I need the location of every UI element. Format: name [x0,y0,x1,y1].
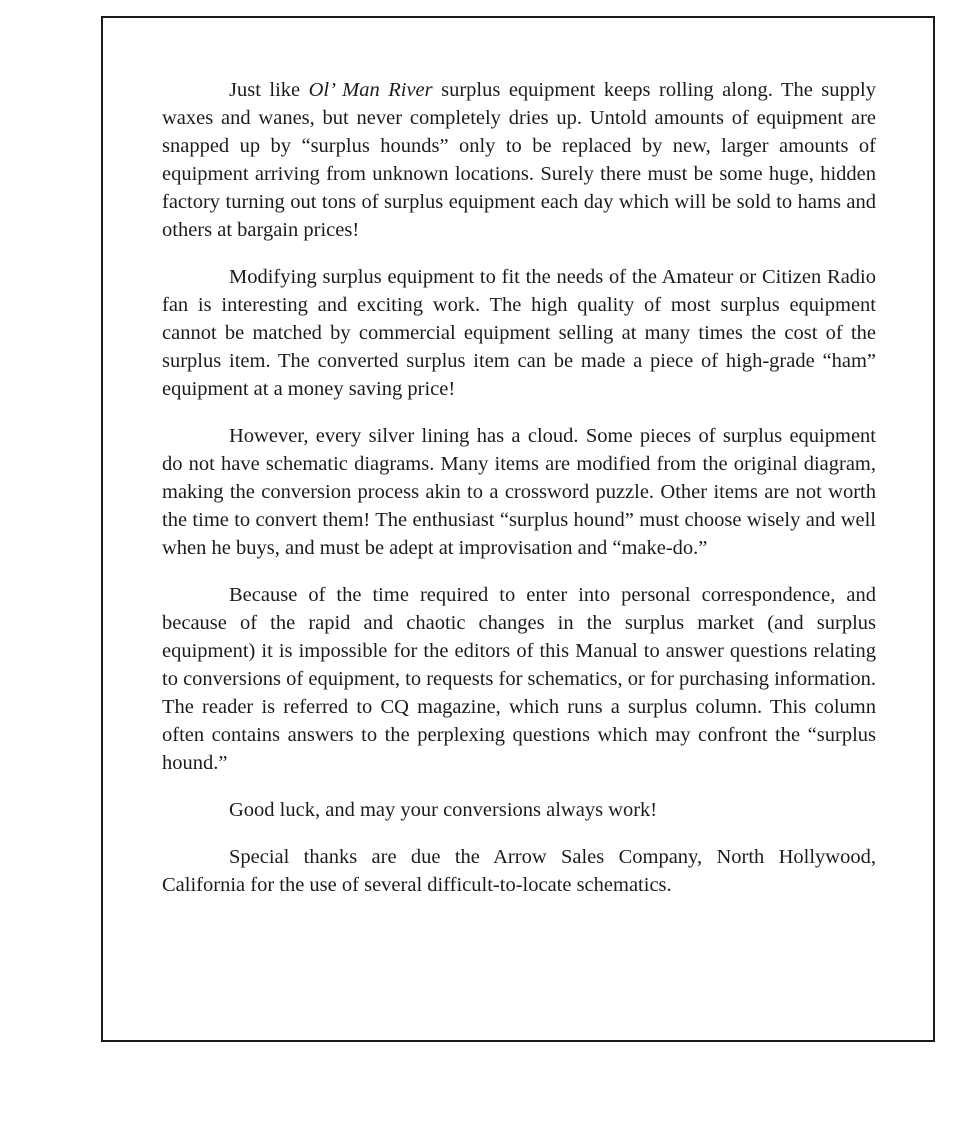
paragraph-correspondence: Because of the time required to enter into personal correspondence, and because of the rapid and chaotic changes in the surplus market (and surplus equipment) it is impossible for the editors of this Manual to answer questions relating to conversions of equipment, to requests for schematics, or for purchasing information. The reader is referred to CQ magazine, which runs a surplus column. This column often contains answers to the perplexing questions which may confront the “surplus hound.” [162,584,876,774]
document-body [162,76,876,918]
song-title: Ol’ Man River [308,79,433,101]
paragraph-intro [162,76,876,244]
paragraph-however: However, every silver lining has a cloud. Some pieces of surplus equipment do not have schematic diagrams. Many items are modified from the original diagram, making the conversion process akin to a crossword puzzle. Other items are not worth the time to convert them! The enthusiast “surplus hound” must choose wisely and well when he buys, and must be adept at improvisation and “make-do.” [162,425,876,559]
paragraph-text: surplus equipment keeps rolling along. The supply waxes and wanes, but never completely dries up. Untold amounts of equipment are snapped up by “surplus hounds” only to be replaced by new, larger amounts of equipment arriving from unknown locations. Surely there must be some huge, hidden factory turning out tons of surplus equipment each day which will be sold to hams and others at bargain prices! [162,79,876,241]
paragraph-good-luck: Good luck, and may your conversions always work! [229,799,658,821]
paragraph-text: Just like [229,79,309,101]
paragraph-modifying: Modifying surplus equipment to fit the needs of the Amateur or Citizen Radio fan is interesting and exciting work. The high quality of most surplus equipment cannot be matched by commercial equipment selling at many times the cost of the surplus item. The converted surplus item can be made a piece of high-grade “ham” equipment at a money saving price! [162,266,876,400]
paragraph-thanks: Special thanks are due the Arrow Sales Company, North Hollywood, California for the use of several difficult-to-locate schematics. [162,846,876,896]
